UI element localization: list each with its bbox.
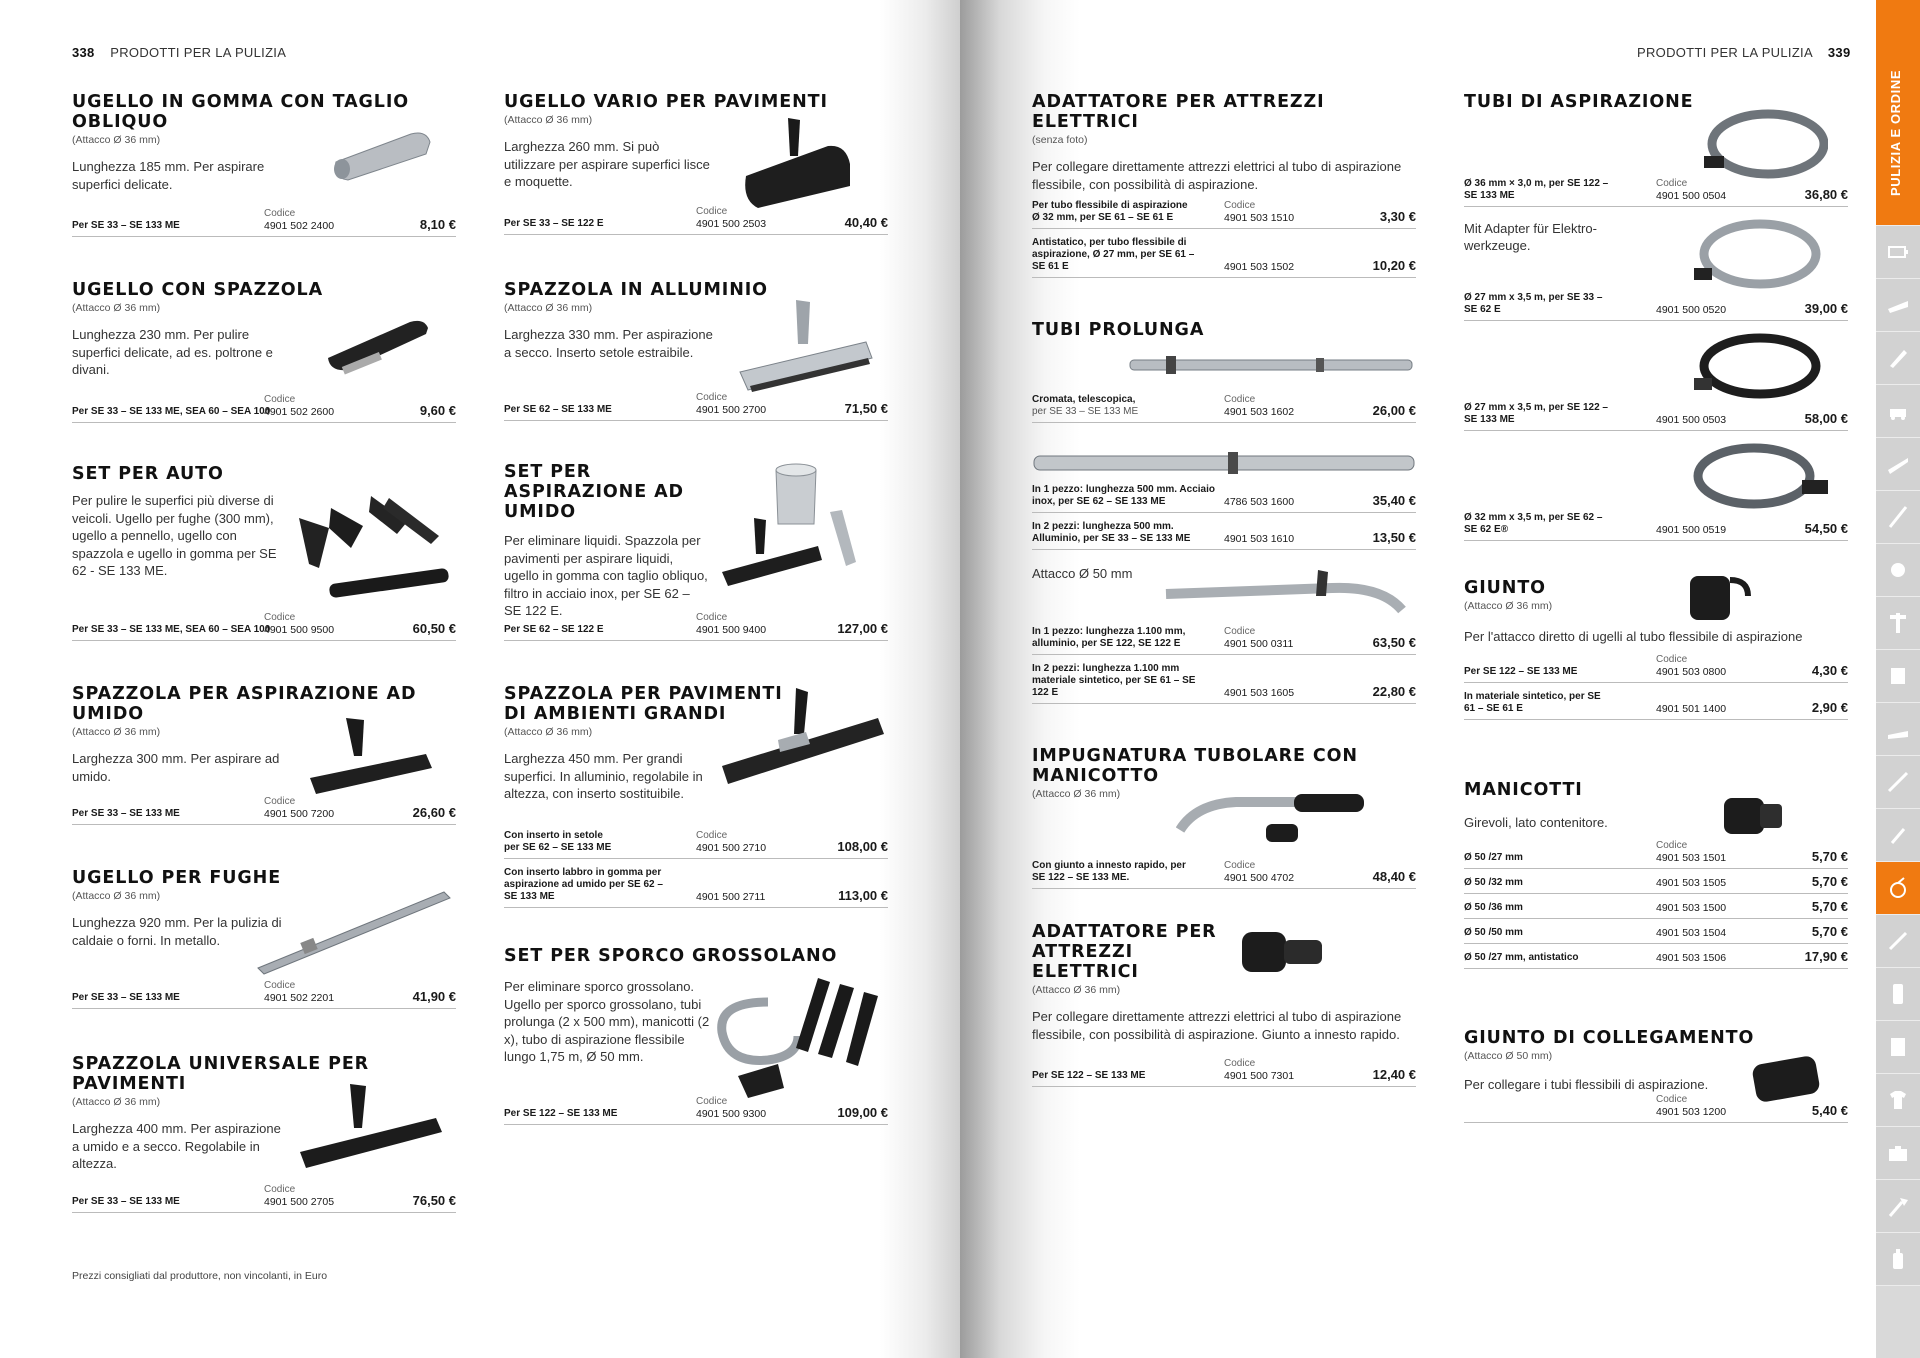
section-title: PRODOTTI PER LA PULIZIA xyxy=(1637,45,1813,60)
product-sub: (Attacco Ø 36 mm) xyxy=(1032,788,1121,800)
product-title: SPAZZOLA PER PAVIMENTI DI AMBIENTI GRANDI xyxy=(504,684,783,724)
vacuum-icon xyxy=(1886,876,1910,900)
curved-tube-icon xyxy=(1162,568,1412,618)
row-label: Ø 50 /32 mm xyxy=(1464,877,1523,888)
row-price: 60,50 € xyxy=(412,621,456,636)
row-price: 71,50 € xyxy=(844,401,888,416)
wet-brush-icon xyxy=(306,712,436,797)
table-row xyxy=(504,830,888,859)
table-row xyxy=(1464,874,1848,894)
table-row xyxy=(72,980,456,1009)
product-desc: Lunghezza 230 mm. Per pulire superfici delicate, ad es. poltrone e divani. xyxy=(72,327,273,377)
row-price: 35,40 € xyxy=(1372,493,1416,508)
row-price: 22,80 € xyxy=(1372,684,1416,699)
product-sub: (Attacco Ø 50 mm) xyxy=(1464,1050,1553,1062)
battery-icon xyxy=(1886,240,1910,264)
footnote: Prezzi consigliati dal produttore, non vincolanti, in Euro xyxy=(72,1270,328,1282)
rows-coarse-dirt-set xyxy=(504,1096,888,1133)
rows-suction-hoses-1 xyxy=(1464,178,1848,215)
wet-set-icon xyxy=(718,462,878,602)
side-tab-bar xyxy=(1876,0,1920,1358)
tab-saw[interactable] xyxy=(1876,279,1920,332)
row-label: Per SE 62 – SE 133 ME xyxy=(504,404,612,415)
row-price: 4,30 € xyxy=(1811,663,1848,678)
row-label: Con giunto a innesto rapido, per SE 122 – SE 133 ME. xyxy=(1032,860,1186,883)
right-page xyxy=(960,0,1920,1358)
table-row xyxy=(1032,1058,1416,1087)
row-code: 4901 500 0503 xyxy=(1656,414,1727,426)
row-label: Per SE 33 – SE 133 ME xyxy=(72,992,180,1003)
product-sub: (Attacco Ø 36 mm) xyxy=(504,726,593,738)
row-label: Ø 50 /36 mm xyxy=(1464,902,1523,913)
rows-suction-hoses-4 xyxy=(1464,512,1848,549)
row-price: 127,00 € xyxy=(837,621,888,636)
product-brush-nozzle xyxy=(72,280,456,379)
row-label: Cromata, telescopica, per SE 33 – SE 133 ME xyxy=(1032,394,1139,417)
table-row xyxy=(1464,512,1848,541)
row-code: 4786 503 1600 xyxy=(1224,496,1295,508)
product-joint xyxy=(1464,578,1848,646)
row-price: 17,90 € xyxy=(1804,949,1848,964)
row-price: 41,90 € xyxy=(412,989,456,1004)
rows-large-floor-brush xyxy=(504,830,888,916)
row-code: Codice 4901 500 0311 xyxy=(1224,626,1294,650)
row-code: Codice 4901 503 0800 xyxy=(1656,654,1727,678)
case-icon xyxy=(1886,1141,1910,1165)
joint-icon xyxy=(1682,566,1752,626)
row-label: In 1 pezzo: lunghezza 500 mm. Acciaio inox, per SE 62 – SE 133 ME xyxy=(1032,484,1216,507)
product-title: SPAZZOLA IN ALLUMINIO xyxy=(504,280,768,300)
rows-wet-brush xyxy=(72,796,456,833)
product-sleeves xyxy=(1464,780,1848,832)
product-aluminium-brush xyxy=(504,280,888,361)
hose-note: Mit Adapter für Elektro-werkzeuge. xyxy=(1464,221,1597,253)
row-label: Con inserto labbro in gomma per aspirazione ad umido per SE 62 – SE 133 ME xyxy=(504,867,663,902)
saw-icon xyxy=(1886,293,1910,317)
row-price: 5,70 € xyxy=(1811,874,1848,889)
product-desc: Per pulire le superfici più diverse di veicoli. Ugello per fughe (300 mm), ugello a pennello, ugello con spazzola e ugello in gomma per SE 62 - SE 133 ME. xyxy=(72,493,277,578)
rows-floor-nozzle xyxy=(504,206,888,243)
tab-axe[interactable] xyxy=(1876,1180,1920,1233)
tab-trimmer[interactable] xyxy=(1876,491,1920,544)
product-desc: Lunghezza 185 mm. Per aspirare superfici delicate. xyxy=(72,159,265,192)
tab-hand-tools[interactable] xyxy=(1876,809,1920,862)
brush-nozzle-icon xyxy=(320,308,440,378)
table-row xyxy=(1464,691,1848,720)
table-row xyxy=(72,394,456,423)
table-row xyxy=(1464,924,1848,944)
rows-rubber-nozzle xyxy=(72,208,456,245)
row-code: 4901 503 1502 xyxy=(1224,261,1295,273)
right-header xyxy=(1637,45,1850,60)
pressure-washer-icon xyxy=(1886,929,1910,953)
shredder-icon xyxy=(1886,664,1910,688)
page-number: 338 xyxy=(72,45,95,60)
row-price: 48,40 € xyxy=(1372,869,1416,884)
table-row xyxy=(1032,626,1416,655)
row-label: Ø 50 /27 mm, antistatico xyxy=(1464,952,1579,963)
rows-joint xyxy=(1464,654,1848,728)
tab-pole-pruner[interactable] xyxy=(1876,756,1920,809)
row-price: 108,00 € xyxy=(837,839,888,854)
row-label: Ø 50 /50 mm xyxy=(1464,927,1523,938)
product-desc: Girevoli, lato contenitore. xyxy=(1464,815,1608,830)
row-code: Codice 4901 503 1200 xyxy=(1656,1094,1727,1118)
rows-crevice-nozzle xyxy=(72,980,456,1017)
product-title: UGELLO IN GOMMA CON TAGLIO OBLIQUO xyxy=(72,92,410,132)
rows-car-set xyxy=(72,612,456,649)
product-suction-hoses xyxy=(1464,92,1848,112)
rows-aluminium-brush xyxy=(504,392,888,429)
table-row xyxy=(1032,663,1416,704)
phone-icon xyxy=(1886,982,1910,1006)
hose-grey-icon xyxy=(1698,106,1828,186)
crevice-nozzle-icon xyxy=(254,886,454,976)
tab-brush[interactable] xyxy=(1876,332,1920,385)
sprayer-icon xyxy=(1886,717,1910,741)
table-row xyxy=(72,1184,456,1213)
connecting-joint-icon xyxy=(1748,1050,1828,1106)
table-row xyxy=(1464,402,1848,431)
page-number: 339 xyxy=(1827,45,1851,60)
table-row xyxy=(72,796,456,825)
attacco-note: Attacco Ø 50 mm xyxy=(1032,566,1133,581)
hose-silver-icon xyxy=(1684,216,1824,296)
row-code: 4901 503 1500 xyxy=(1656,902,1727,914)
brush-icon xyxy=(1886,346,1910,370)
product-sub: (Attacco Ø 36 mm) xyxy=(72,302,161,314)
tab-vacuum[interactable] xyxy=(1876,862,1920,915)
product-title: SET PER AUTO xyxy=(72,464,224,484)
table-row xyxy=(504,1096,888,1125)
row-label: Per SE 33 – SE 133 ME, SEA 60 – SEA 100 xyxy=(72,624,271,635)
row-label: Per SE 33 – SE 133 ME xyxy=(72,808,180,819)
product-title: SPAZZOLA UNIVERSALE PER PAVIMENTI xyxy=(72,1054,370,1094)
row-price: 8,10 € xyxy=(419,217,456,232)
clothing-icon xyxy=(1886,1088,1910,1112)
row-price: 5,70 € xyxy=(1811,849,1848,864)
product-title: TUBI PROLUNGA xyxy=(1032,320,1205,340)
table-row xyxy=(1032,394,1416,423)
product-sub: (Attacco Ø 36 mm) xyxy=(72,890,161,902)
tab-case[interactable] xyxy=(1876,1127,1920,1180)
hose-black-icon xyxy=(1684,330,1824,404)
trimmer-icon xyxy=(1886,505,1910,529)
sleeve-icon xyxy=(1718,790,1788,840)
product-desc: Larghezza 300 mm. Per aspirare ad umido. xyxy=(72,751,280,784)
row-label: Per SE 122 – SE 133 ME xyxy=(1464,666,1578,677)
row-code: Codice 4901 502 2400 xyxy=(264,208,335,232)
product-crevice-nozzle xyxy=(72,868,456,949)
row-code: Codice 4901 500 2710 xyxy=(696,830,767,854)
product-desc: Per collegare direttamente attrezzi elettrici al tubo di aspirazione flessibile, con possibilità di aspirazione. xyxy=(1032,159,1402,192)
row-price: 9,60 € xyxy=(419,403,456,418)
rows-tube-handle xyxy=(1032,860,1416,897)
row-code: 4901 503 1610 xyxy=(1224,533,1295,545)
row-price: 113,00 € xyxy=(838,888,888,903)
hand-tools-icon xyxy=(1886,823,1910,847)
row-label: Con inserto in setole per SE 62 – SE 133 ME xyxy=(504,830,612,853)
product-title: TUBI DI ASPIRAZIONE xyxy=(1464,92,1694,112)
row-label: Ø 32 mm x 3,5 m, per SE 62 – SE 62 E® xyxy=(1464,512,1603,535)
table-row xyxy=(504,612,888,641)
axe-icon xyxy=(1886,1194,1910,1218)
row-label: Per SE 122 – SE 133 ME xyxy=(504,1108,618,1119)
row-code: Codice 4901 500 7301 xyxy=(1224,1058,1295,1082)
table-row xyxy=(504,206,888,235)
row-price: 2,90 € xyxy=(1811,700,1848,715)
table-row xyxy=(1032,860,1416,889)
product-title: UGELLO PER FUGHE xyxy=(72,868,282,888)
table-row xyxy=(504,867,888,908)
book-icon xyxy=(1886,1035,1910,1059)
product-desc: Larghezza 450 mm. Per grandi superfici. In alluminio, regolabile in altezza, con inserto sostituibile. xyxy=(504,751,703,801)
row-price: 5,70 € xyxy=(1811,924,1848,939)
row-price: 54,50 € xyxy=(1804,521,1848,536)
rows-extension-tubes xyxy=(1032,394,1416,431)
row-code: 4901 500 0519 xyxy=(1656,524,1727,536)
table-row xyxy=(1032,484,1416,513)
auger-icon xyxy=(1886,611,1910,635)
product-sub: (Attacco Ø 36 mm) xyxy=(1032,984,1121,996)
product-title: SPAZZOLA PER ASPIRAZIONE AD UMIDO xyxy=(72,684,417,724)
floor-nozzle-icon xyxy=(738,116,858,212)
row-code: 4901 503 1505 xyxy=(1656,877,1727,889)
product-desc: Lunghezza 920 mm. Per la pulizia di caldaie o forni. In metallo. xyxy=(72,915,282,948)
rows-extension-tubes-2 xyxy=(1032,484,1416,558)
row-label: Ø 27 mm x 3,5 m, per SE 122 – SE 133 ME xyxy=(1464,402,1608,425)
row-price: 13,50 € xyxy=(1372,530,1416,545)
product-title: UGELLO CON SPAZZOLA xyxy=(72,280,324,300)
row-price: 40,40 € xyxy=(844,215,888,230)
product-desc: Per collegare direttamente attrezzi elettrici al tubo di aspirazione flessibile, con possibilità di aspirazione. Giunto a innesto rapido. xyxy=(1032,1009,1402,1042)
tab-battery[interactable] xyxy=(1876,226,1920,279)
large-floor-brush-icon xyxy=(718,684,888,794)
tab-auger[interactable] xyxy=(1876,597,1920,650)
row-code: Codice 4901 500 4702 xyxy=(1224,860,1295,884)
product-desc: Per eliminare liquidi. Spazzola per pavimenti per aspirare liquidi, ugello in gomma con taglio obliquo, filtro in acciaio inox, per SE 62 – SE 122 E. xyxy=(504,533,708,618)
product-title: ADATTATORE PER ATTREZZI ELETTRICI xyxy=(1032,92,1325,132)
tab-shredder[interactable] xyxy=(1876,650,1920,703)
tab-oil[interactable] xyxy=(1876,1233,1920,1286)
hose-dark-grey-icon xyxy=(1684,440,1834,514)
product-car-set xyxy=(72,464,456,580)
product-desc: Per l'attacco diretto di ugelli al tubo flessibile di aspirazione xyxy=(1464,629,1803,644)
product-large-floor-brush xyxy=(504,684,888,803)
product-sub: (Attacco Ø 36 mm) xyxy=(1464,600,1553,612)
rows-brush-nozzle xyxy=(72,394,456,431)
oil-icon xyxy=(1886,1247,1910,1271)
row-price: 63,50 € xyxy=(1372,635,1416,650)
tab-hedge[interactable] xyxy=(1876,438,1920,491)
hedge-trimmer-icon xyxy=(1886,452,1910,476)
steel-tube-icon xyxy=(1032,450,1416,476)
product-tube-handle xyxy=(1032,746,1416,800)
product-floor-nozzle xyxy=(504,92,888,191)
product-rubber-nozzle xyxy=(72,92,456,193)
row-label: Ø 27 mm x 3,5 m, per SE 33 – SE 62 E xyxy=(1464,292,1603,315)
row-code: 4901 503 1504 xyxy=(1656,927,1727,939)
tab-blower[interactable] xyxy=(1876,544,1920,597)
row-label: Per tubo flessibile di aspirazione Ø 32 mm, per SE 61 – SE 61 E xyxy=(1032,200,1188,223)
row-code: Codice 4901 500 9300 xyxy=(696,1096,767,1120)
universal-floor-brush-icon xyxy=(296,1082,446,1172)
product-extension-tubes xyxy=(1032,320,1416,340)
row-label: In 2 pezzi: lunghezza 500 mm. Alluminio, per SE 33 – SE 133 ME xyxy=(1032,521,1191,544)
row-label: In 2 pezzi: lunghezza 1.100 mm materiale sintetico, per SE 61 – SE 122 E xyxy=(1032,663,1196,698)
table-row xyxy=(1464,949,1848,969)
product-universal-floor-brush xyxy=(72,1054,456,1173)
product-sub: (Attacco Ø 36 mm) xyxy=(72,134,161,146)
table-row xyxy=(72,612,456,641)
row-label: Antistatico, per tubo flessibile di aspirazione, Ø 27 mm, per SE 61 – SE 61 E xyxy=(1032,237,1195,272)
rows-sleeves xyxy=(1464,840,1848,977)
rows-power-tool-adapter xyxy=(1032,200,1416,286)
rows-connecting-joint xyxy=(1464,1094,1848,1131)
product-sub: (Attacco Ø 36 mm) xyxy=(504,114,593,126)
mower-icon xyxy=(1886,399,1910,423)
product-desc: Per collegare i tubi flessibili di aspirazione. xyxy=(1464,1077,1709,1092)
row-label: Per SE 33 – SE 133 ME xyxy=(72,220,180,231)
row-price: 36,80 € xyxy=(1804,187,1848,202)
pole-pruner-icon xyxy=(1886,770,1910,794)
table-row xyxy=(1464,292,1848,321)
table-row xyxy=(1464,840,1848,869)
blower-icon xyxy=(1886,558,1910,582)
tab-pulizia-e-ordine[interactable] xyxy=(1876,0,1920,226)
product-title: GIUNTO DI COLLEGAMENTO xyxy=(1464,1028,1755,1048)
row-code: Codice 4901 500 7200 xyxy=(264,796,335,820)
product-title: MANICOTTI xyxy=(1464,780,1583,800)
row-price: 3,30 € xyxy=(1379,209,1416,224)
row-code: 4901 503 1605 xyxy=(1224,687,1295,699)
row-code: Codice 4901 503 1602 xyxy=(1224,394,1295,418)
row-price: 5,40 € xyxy=(1811,1103,1848,1118)
product-sub: (Attacco Ø 36 mm) xyxy=(72,1096,161,1108)
product-sub: (Attacco Ø 36 mm) xyxy=(72,726,161,738)
row-label: Per SE 33 – SE 133 ME, SEA 60 – SEA 100 xyxy=(72,406,271,417)
car-set-icon xyxy=(289,488,454,613)
row-code: Codice 4901 503 1510 xyxy=(1224,200,1295,224)
adapter-icon xyxy=(1236,922,1326,982)
table-row xyxy=(1032,200,1416,229)
product-desc: Larghezza 330 mm. Per aspirazione a secco. Inserto setole estraibile. xyxy=(504,327,713,360)
row-label: Per SE 62 – SE 122 E xyxy=(504,624,604,635)
row-price: 39,00 € xyxy=(1804,301,1848,316)
table-row xyxy=(1464,1094,1848,1123)
tab-sprayer[interactable] xyxy=(1876,703,1920,756)
product-wet-brush xyxy=(72,684,456,785)
product-desc: Larghezza 260 mm. Si può utilizzare per aspirare superfici lisce e moquette. xyxy=(504,139,710,189)
table-row xyxy=(1464,654,1848,683)
row-price: 58,00 € xyxy=(1804,411,1848,426)
product-title: ADATTATORE PER ATTREZZI ELETTRICI xyxy=(1032,922,1217,982)
rows-universal-floor-brush xyxy=(72,1184,456,1221)
tab-pressure-washer[interactable] xyxy=(1876,915,1920,968)
row-label: Per SE 33 – SE 133 ME xyxy=(72,1196,180,1207)
row-code: Codice 4901 500 2503 xyxy=(696,206,767,230)
tab-book[interactable] xyxy=(1876,1021,1920,1074)
row-code: 4901 503 1506 xyxy=(1656,952,1727,964)
product-title: GIUNTO xyxy=(1464,578,1546,598)
row-price: 5,70 € xyxy=(1811,899,1848,914)
rows-power-tool-adapter-2 xyxy=(1032,1058,1416,1095)
rows-suction-hoses-3 xyxy=(1464,402,1848,439)
rubber-nozzle-icon xyxy=(326,122,436,182)
row-label: In 1 pezzo: lunghezza 1.100 mm, alluminio, per SE 122, SE 122 E xyxy=(1032,626,1186,649)
product-desc: Larghezza 400 mm. Per aspirazione a umido e a secco. Regolabile in altezza. xyxy=(72,1121,281,1171)
table-row xyxy=(504,392,888,421)
row-label: In materiale sintetico, per SE 61 – SE 61 E xyxy=(1464,691,1601,714)
product-coarse-dirt-set xyxy=(504,946,888,1066)
row-price: 26,60 € xyxy=(412,805,456,820)
product-title: IMPUGNATURA TUBOLARE CON MANICOTTO xyxy=(1032,746,1358,786)
row-price: 26,00 € xyxy=(1372,403,1416,418)
rows-wet-set xyxy=(504,612,888,649)
product-sub: (senza foto) xyxy=(1032,134,1088,146)
row-code: Codice 4901 503 1501 xyxy=(1656,840,1727,864)
row-price: 12,40 € xyxy=(1372,1067,1416,1082)
coarse-dirt-set-icon xyxy=(708,972,888,1102)
row-label: Ø 50 /27 mm xyxy=(1464,852,1523,863)
row-code: Codice 4901 500 9400 xyxy=(696,612,767,636)
product-desc: Per eliminare sporco grossolano. Ugello per sporco grossolano, tubi prolunga (2 x 500 mm), manicotti (2 x), tubo di aspirazione flessibile lungo 1,75 m, Ø 50 mm. xyxy=(504,979,710,1064)
rows-suction-hoses-2 xyxy=(1464,292,1848,329)
row-code: Codice 4901 500 2700 xyxy=(696,392,767,416)
aluminium-brush-icon xyxy=(736,298,876,398)
row-price: 109,00 € xyxy=(837,1105,888,1120)
table-row xyxy=(72,208,456,237)
row-code: Codice 4901 500 9500 xyxy=(264,612,335,636)
section-title: PRODOTTI PER LA PULIZIA xyxy=(110,45,287,60)
row-price: 76,50 € xyxy=(412,1193,456,1208)
tab-label: PULIZIA E ORDINE xyxy=(1888,69,1903,196)
table-row xyxy=(1464,899,1848,919)
tab-clothing[interactable] xyxy=(1876,1074,1920,1127)
table-row xyxy=(1032,237,1416,278)
product-sub: (Attacco Ø 36 mm) xyxy=(504,302,593,314)
tab-mower[interactable] xyxy=(1876,385,1920,438)
row-code: Codice 4901 502 2600 xyxy=(264,394,335,418)
row-code: 4901 501 1400 xyxy=(1656,703,1727,715)
row-label: Per SE 122 – SE 133 ME xyxy=(1032,1070,1146,1081)
row-code: 4901 500 2711 xyxy=(696,891,766,903)
row-code: 4901 500 0520 xyxy=(1656,304,1727,316)
product-connecting-joint xyxy=(1464,1028,1848,1094)
row-code: Codice 4901 500 2705 xyxy=(264,1184,335,1208)
product-power-tool-adapter xyxy=(1032,92,1416,193)
product-title: UGELLO VARIO PER PAVIMENTI xyxy=(504,92,828,112)
table-row xyxy=(1032,521,1416,550)
tab-phone[interactable] xyxy=(1876,968,1920,1021)
tube-handle-icon xyxy=(1176,790,1376,850)
product-power-tool-adapter-2 xyxy=(1032,922,1416,1043)
left-header xyxy=(72,45,286,60)
row-label: Ø 36 mm × 3,0 m, per SE 122 – SE 133 ME xyxy=(1464,178,1609,201)
product-wet-set xyxy=(504,462,888,620)
telescopic-tube-icon xyxy=(1126,354,1416,378)
rows-extension-tubes-3 xyxy=(1032,626,1416,712)
row-label: Per SE 33 – SE 122 E xyxy=(504,218,604,229)
product-title: SET PER SPORCO GROSSOLANO xyxy=(504,946,838,966)
row-code: Codice 4901 502 2201 xyxy=(264,980,335,1004)
table-row xyxy=(1464,178,1848,207)
row-code: Codice 4901 500 0504 xyxy=(1656,178,1727,202)
row-price: 10,20 € xyxy=(1372,258,1416,273)
product-title: SET PER ASPIRAZIONE AD UMIDO xyxy=(504,462,684,522)
